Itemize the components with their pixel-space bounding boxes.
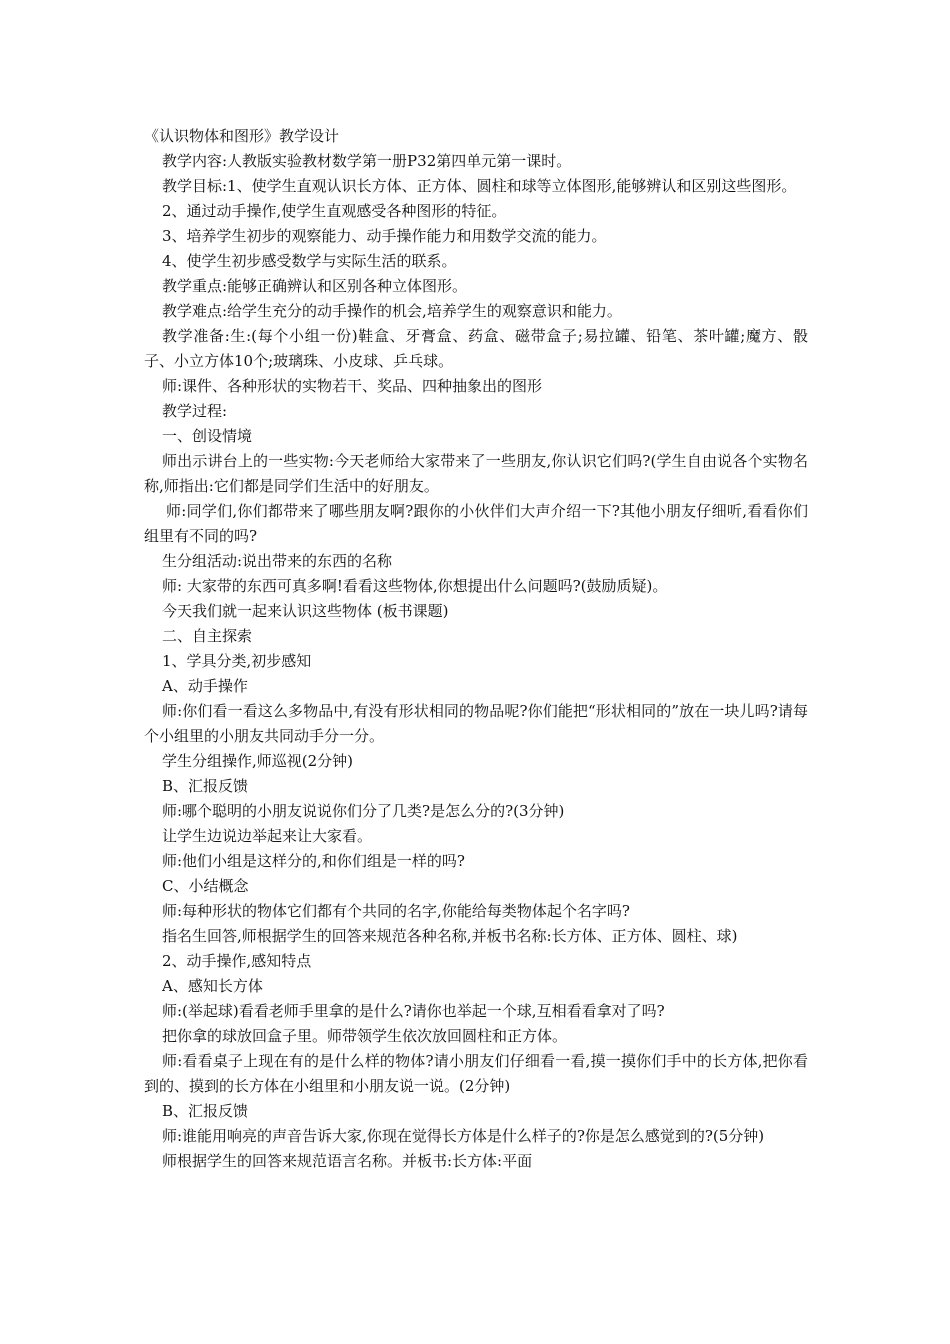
paragraph-how-many-groups: 师:哪个聪明的小朋友说说你们分了几类?是怎么分的?(3分钟) (162, 802, 565, 820)
paragraph-goal-3: 3、培养学生初步的观察能力、动手操作能力和用数学交流的能力。 (162, 227, 607, 245)
paragraph-process-heading: 教学过程: (162, 402, 228, 420)
subheading-hands-on-a: A、动手操作 (162, 677, 248, 695)
subheading-feedback-b: B、汇报反馈 (162, 777, 249, 795)
subheading-hands-on-features: 2、动手操作,感知特点 (162, 952, 312, 970)
paragraph-difficulties: 教学难点:给学生充分的动手操作的机会,培养学生的观察意识和能力。 (162, 302, 622, 320)
paragraph-return-objects: 把你拿的球放回盒子里。师带领学生依次放回圆柱和正方体。 (162, 1027, 568, 1045)
paragraph-board-cuboid: 师根据学生的回答来规范语言名称。并板书:长方体:平面 (162, 1152, 533, 1170)
paragraph-name-shapes: 师:每种形状的物体它们都有个共同的名字,你能给每类物体起个名字吗? (162, 902, 630, 920)
paragraph-compare-groups: 师:他们小组是这样分的,和你们组是一样的吗? (162, 852, 465, 870)
paragraph-teaching-goals: 教学目标:1、使学生直观认识长方体、正方体、圆柱和球等立体图形,能够辨认和区别这些图形。 (162, 177, 797, 195)
paragraph-intro-objects: 师出示讲台上的一些实物:今天老师给大家带来了一些朋友,你认识它们吗?(学生自由说各个实物名称,师指出:它们都是同学们生活中的好朋友。 (144, 452, 808, 495)
paragraph-ask-questions: 师: 大家带的东西可真多啊!看看这些物体,你想提出什么问题吗?(鼓励质疑)。 (162, 577, 668, 595)
paragraph-sort-objects: 师:你们看一看这么多物品中,有没有形状相同的物品呢?你们能把“形状相同的”放在一块儿吗?请每个小组里的小朋友共同动手分一分。 (144, 702, 808, 745)
section-heading-1: 一、创设情境 (162, 427, 253, 445)
subheading-summary-c: C、小结概念 (162, 877, 249, 895)
subheading-feedback-b-2: B、汇报反馈 (162, 1102, 249, 1120)
paragraph-hold-ball: 师:(举起球)看看老师手里拿的是什么?请你也举起一个球,互相看看拿对了吗? (162, 1002, 665, 1020)
paragraph-preparation-teacher: 师:课件、各种形状的实物若干、奖品、四种抽象出的图形 (162, 377, 543, 395)
paragraph-touch-cuboid: 师:看看桌子上现在有的是什么样的物体?请小朋友们仔细看一看,摸一摸你们手中的长方体,把你看到的、摸到的长方体在小组里和小朋友说一说。(2分钟) (144, 1052, 808, 1095)
paragraph-board-names: 指名生回答,师根据学生的回答来规范各种名称,并板书名称:长方体、正方体、圆柱、球) (162, 927, 738, 945)
paragraph-key-points: 教学重点:能够正确辨认和区别各种立体图形。 (162, 277, 468, 295)
paragraph-introduce-friends: 师:同学们,你们都带来了哪些朋友啊?跟你的小伙伴们大声介绍一下?其他小朋友仔细听,看看你们组里有不同的吗? (144, 502, 808, 545)
subheading-cuboid-a: A、感知长方体 (162, 977, 263, 995)
section-heading-2: 二、自主探索 (162, 627, 253, 645)
paragraph-group-operation: 学生分组操作,师巡视(2分钟) (162, 752, 354, 770)
paragraph-show-objects: 让学生边说边举起来让大家看。 (162, 827, 373, 845)
subheading-classify: 1、学具分类,初步感知 (162, 652, 312, 670)
paragraph-preparation-students: 教学准备:生:(每个小组一份)鞋盒、牙膏盒、药盒、磁带盒子;易拉罐、铅笔、茶叶罐;魔方、骰子、小立方体10个;玻璃珠、小皮球、乒乓球。 (144, 327, 808, 370)
paragraph-group-activity: 生分组活动:说出带来的东西的名称 (162, 552, 393, 570)
paragraph-teaching-content: 教学内容:人教版实验教材数学第一册P32第四单元第一课时。 (162, 152, 572, 170)
paragraph-goal-4: 4、使学生初步感受数学与实际生活的联系。 (162, 252, 457, 270)
document-body (144, 124, 808, 1174)
paragraph-lesson-topic: 今天我们就一起来认识这些物体 (板书课题) (162, 602, 449, 620)
paragraph-describe-cuboid: 师:谁能用响亮的声音告诉大家,你现在觉得长方体是什么样子的?你是怎么感觉到的?(5分钟) (162, 1127, 765, 1145)
paragraph-goal-2: 2、通过动手操作,使学生直观感受各种图形的特征。 (162, 202, 507, 220)
document-title: 《认识物体和图形》教学设计 (144, 127, 340, 145)
